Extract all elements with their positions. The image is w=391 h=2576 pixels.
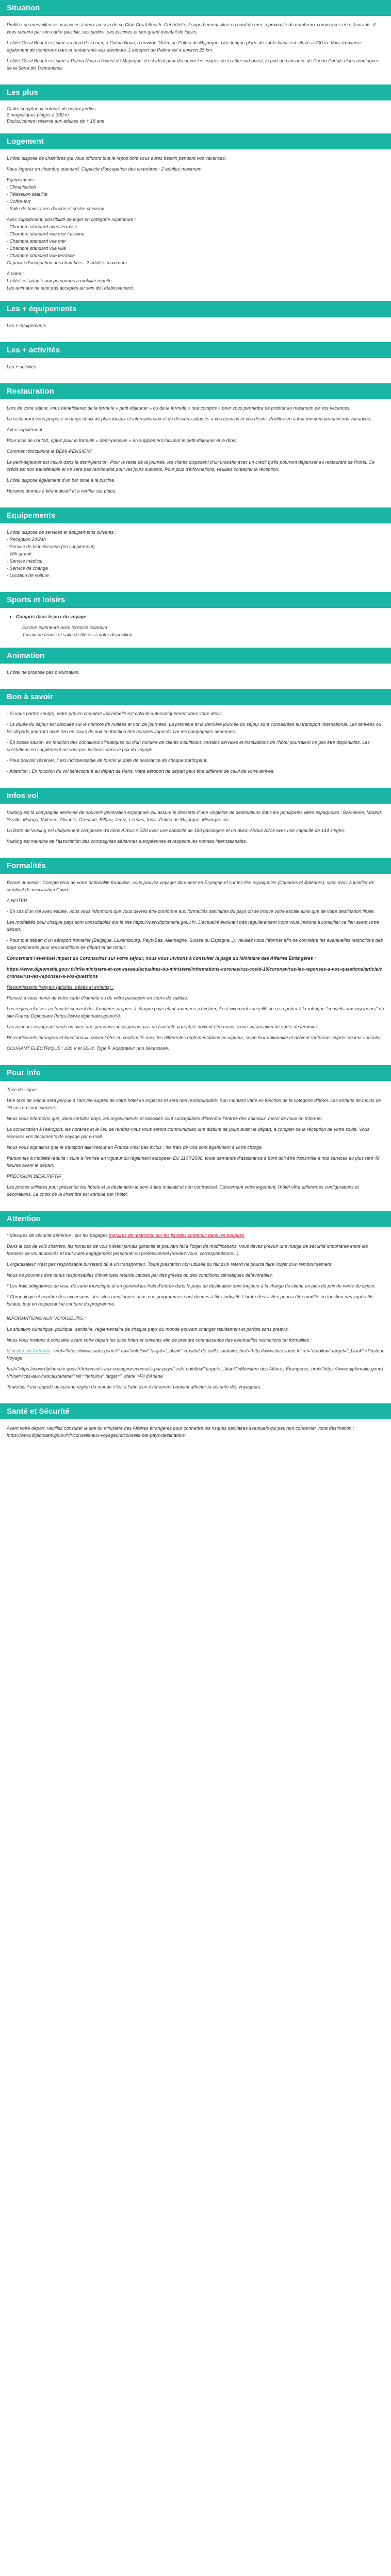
list-item: - Télévision satellite (7, 192, 48, 197)
logement-note: L'hôtel est adapté aux personnes à mobilité réduite. (7, 278, 113, 283)
sports-list (7, 613, 384, 620)
restauration-para: Lors de votre séjour, vous bénéficierez de la formule « petit-déjeuner » ou de la formule « tout compris » pour vous permettre de profiter au maximum de vos vacances. (7, 405, 351, 411)
restauration-para: L'hôtel dispose également d'un bar situé à la piscine. (7, 478, 116, 483)
sports-body (0, 608, 391, 648)
equipements-body (0, 317, 391, 342)
attention-final: Toutefois il est rappelé qu'aucune région du monde n'est à l'abri d'un événement pouvant affecter la sécurité des voyageurs. (7, 1384, 262, 1389)
attention-info-para: Nous vous invitons à consulter avant votre départ les sites Internet suivants afin de prendre connaissance des éventuelles restrictions ou formalités : (7, 1337, 312, 1343)
plus-item: 2 magnifiques plages à 300 m (7, 112, 69, 117)
formalites-link[interactable]: https://www.diplomatie.gouv.fr/fr/le-ministere-et-son-reseau/actualites-du-ministere/informations-coronavirus-covid-19/coronavirus-les-reponses-a-vos-questions/article/coronavirus-les-reponses-a-vos-questions (7, 967, 382, 979)
attention-para: * Les frais obligatoires de visa, de carte touristique et en général les frais d'entrée dans le pays de destination sont toujours à la charge du client, en plus du prix de vente du séjour. (7, 1283, 376, 1289)
attention-para: * Chronologie et nombre des excursions : les sites mentionnés dans nos programmes sont donnés à titre indicatif. L'ordre des visites pourra être modifié en fonction des impératifs locaux, tout en respectant le contenu du programme. (7, 1294, 374, 1307)
attention-links (7, 1347, 384, 1362)
list-item: - Service médical (7, 558, 43, 564)
bon-para: - La durée du séjour est calculée sur le nombre de nuitées et non de journées. La première et la dernière journée du séjour sont consacrées au transport international. Les arrivées ou les départs pourront avoir lieu en cours de nuit en fonction des horaires imposés par les compagnies aériennes. (7, 722, 381, 734)
formalites-para: Les mineurs voyageant seuls ou avec une personne ne disposant pas de l'autorité parentale doivent être munis d'une autorisation de sortie de territoire. (7, 1024, 319, 1029)
attention-info-title: INFORMATIONS AUX VOYAGEURS : (7, 1316, 86, 1321)
situation-body (0, 16, 391, 84)
attention-link-rest: : href="https://www.sante.gouv.fr" rel="nofollow" target="_blank" >Institut de veille sanitaire, href="http://www.invs.sante.fr" rel="nofollow" target="_blank" >Pasteur Voyage (7, 1348, 384, 1361)
logement-note: Les animaux ne sont pas acceptés au sein de l'établissement. (7, 285, 134, 291)
attention-lead-text: * Mesures de sécurité aérienne : sur les bagages (7, 1233, 109, 1238)
pourinfo-para: Nous vous informons que, dans certains pays, les organisateurs et associés sont susceptibles d'interdire l'entrée des animaux, merci de nous en informer. (7, 1116, 323, 1121)
logement-supp-list (7, 223, 384, 266)
attention-info-para: La situation climatique, politique, sanitaire, réglementaire de chaque pays du monde pouvant changer rapidement et parfois sans préavis. (7, 1327, 289, 1332)
logement-intro2: Vous logerez en chambre standard. Capacité d'occupation des chambres : 2 adultes maximum. (7, 166, 203, 172)
formalites-para: Les règles relatives au franchissement des frontières propres à chaque pays étant amenées à évoluer, il est vivement conseillé de se reporter à la rubrique "conseils aux voyageurs" du site France Diplomatie (https://www.diplomatie.gouv.fr/). (7, 1006, 384, 1019)
animation-text: L'hôtel ne propose pas d'animation. (7, 670, 80, 675)
sports-sub: Piscine extérieure avec terrasse solarium (22, 625, 107, 630)
formalites-para: Pensez à vous munir de votre carte d'identité ou de votre passeport en cours de validité. (7, 995, 188, 1001)
logement-equip-title: Equipements : (7, 177, 37, 182)
list-item: - Réception 24/24h (7, 537, 46, 542)
attention-body (0, 1227, 391, 1403)
list-item: - Location de voiture. (7, 573, 51, 578)
vols-para: Vueling est membre de l'association des compagnies aériennes européennes et respecte les normes internationales. (7, 839, 247, 844)
pourinfo-body (0, 1081, 391, 1211)
pourinfo-para: PRÉCISION DESCRIPTIF (7, 1174, 61, 1179)
list-item: - Wifi gratuit (7, 551, 31, 556)
formalites-para: Concernant l'éventuel impact du Coronavirus sur votre séjour, nous vous invitons à consulter la page du Ministère des Affaires Étrangères : (7, 956, 316, 961)
pourinfo-para: Nous vous signalons que le transport aller/retour en France n'est pas inclus ; les frais de visa sont également à votre charge. (7, 1145, 263, 1150)
section-title-restauration: Restauration (0, 383, 391, 399)
logement-equip-list (7, 183, 384, 212)
section-title-plus: Les plus (0, 84, 391, 100)
formalites-para: - Pour tout départ d'un aéroport frontalier (Belgique, Luxembourg, Pays-Bas, Allemagne, Suisse ou Espagne...), veuillez nous informer afin de connaître les éventuelles restrictions des pays concernés pour les conditions de départ et de retour. (7, 938, 383, 950)
section-title-vols: Infos vol (0, 788, 391, 804)
vols-body (0, 804, 391, 858)
attention-link-sante[interactable]: Ministère de la Santé (7, 1348, 51, 1353)
section-title-sante: Santé et Sécurité (0, 1403, 391, 1419)
plus-item: Cadre somptueux entouré de beaux jardins (7, 106, 96, 111)
attention-para: Dans le cas de vols charters, les horaires de vols n'étant jamais garantis et pouvant faire l'objet de modifications, vous devez prévoir une marge de sécurité importante entre les horaires de vol annoncés et tout autre engagement personnel ou professionnel (rendez-vous, correspondance...). (7, 1244, 368, 1256)
list-item: - Chambre standard vue terrasse (7, 253, 75, 258)
section-title-equipements2: Equipements (0, 507, 391, 523)
section-title-sports: Sports et loisirs (0, 592, 391, 608)
list-item: - Service de change (7, 566, 48, 571)
pourinfo-para: Les photos utilisées pour présenter les hôtels et la destination le sont à titre indicatif et non contractuel. Concernant votre logement, l'hôtel offre différentes configurations et décorations. Le choix de la chambre est attribué par l'hôtel. (7, 1184, 359, 1197)
activites-text: Les + activités (7, 364, 37, 369)
section-title-animation: Animation (0, 648, 391, 664)
vols-para: La flotte de Vueling est uniquement composée d'avions Airbus A 320 avec une capacité de 180 passagers et un avion Airbus A319 avec une capacité de 144 sièges. (7, 828, 345, 833)
restauration-para: Pour plus de confort, optez pour la formule « demi-pension » en supplément incluant le petit-déjeuner et le dîner. (7, 438, 238, 443)
section-title-logement: Logement (0, 133, 391, 149)
restauration-para: Le petit-déjeuner est inclus dans la demi-pension. Pour le reste de la journée, les clients disposent d'un bracelet avec un crédit qu'ils pourront dépenser au restaurant de l'hôtel. Ce crédit est non transférable et ne sera pas remboursé pour les jours suivants. Pour plus d'informations, veuillez contacter la réception. (7, 460, 375, 472)
restauration-para: Comment fonctionne la DEMI-PENSION? (7, 449, 93, 454)
restauration-para: Avec supplément : (7, 427, 45, 432)
sports-bullet: • Compris dans le prix du voyage (16, 613, 384, 620)
pourinfo-para: Taxe de séjour (7, 1087, 37, 1092)
list-item: - Climatisation (7, 184, 37, 190)
animation-body (0, 664, 391, 689)
list-item: - Chambre standard avec terrasse (7, 224, 77, 229)
section-title-situation: Situation (0, 0, 391, 16)
bon-para: - Si vous partez seul(e), votre prix en chambre individuelle est calculé automatiquement dans votre devis. (7, 711, 223, 716)
equipements2-body (0, 523, 391, 592)
list-item: - Service de blanchisserie (en supplément) (7, 544, 95, 549)
formalites-para: - En cas d'un vol avec escale, nous vous informons que vous devrez être conforme aux formalités sanitaires du pays où se trouve votre escale ainsi que de votre destination finale. (7, 909, 375, 914)
list-item: - Salle de bains avec douche et sèche-cheveux (7, 206, 104, 211)
formalites-para: Ressortissants français (adultes, bébés et enfants) : (7, 985, 114, 990)
equipements2-intro: L'hôtel dispose de services et équipements suivants : (7, 530, 117, 535)
list-item: - Chambre standard vue mer (7, 239, 67, 244)
section-title-equipements: Les + équipements (0, 301, 391, 317)
situation-para: L'hôtel Coral Beach est situé à Palma Nova à l'ouest de Majorque. Il est idéal pour découvrir les criques de la côte sud-ouest, le port de plaisance de Puerto Portals et les montagnes de la Serra de Tramuntana. (7, 58, 380, 71)
section-title-attention: Attention (0, 1211, 391, 1227)
attention-links2: href="https://www.diplomatie.gouv.fr/fr/conseils-aux-voyageurs/conseils-par-pays/" rel="nofollow" target="_blank">Ministère des Affaires Étrangères, href="https://www.diplomatie.gouv.fr/fr/services-aux-francais/ariane/" rel="nofollow" target="_blank">Fil d'Ariane (7, 1366, 384, 1379)
bon-para: - En basse saison, en fonction des conditions climatiques ou d'un nombre de clients insuffisant, certains services et installations de l'hôtel pourraient ne pas être disponibles. Les prestations en supplément ne sont pas incluses dans le prix du voyage. (7, 740, 370, 752)
situation-para: L'hôtel Coral Beach est situé au bord de la mer, à Palma Nova, à environ 15 km de Palma de Majorque. Une longue plage de sable blanc est située à 300 m. Vous trouverez également de nombreux bars et restaurants aux alentours. L'aéroport de Palma est à environ 25 km. (7, 40, 362, 53)
formalites-para: A NOTER (7, 898, 27, 903)
pourinfo-para: La convocation à l'aéroport, les horaires et le lieu de rendez-vous vous seront communiqués une dizaine de jours avant le départ, à compter de la réception de votre solde. Vous recevrez vos documents de voyage par e-mail. (7, 1127, 370, 1139)
formalites-body (0, 874, 391, 1065)
formalites-para: COURANT ELECTRIQUE : 230 V et 50Hz. Type F. Adaptateur non nécessaire. (7, 1046, 169, 1051)
list-item: - Coffre-fort (7, 199, 31, 204)
restauration-para: Le restaurant vous propose un large choix de plats locaux et internationaux et de desserts adaptés à vos besoins et vos désirs. Profitez-en à tout moment pendant vos vacances. (7, 416, 371, 421)
logement-intro: L'hôtel dispose de chambres qui vous offriront tout le repos dont vous aurez besoin pendant vos vacances. (7, 156, 226, 161)
bon-para: - Attention : En fonction du vol sélectionné au départ de Paris, votre aéroport de départ peut être différent de celui de votre arrivée. (7, 769, 275, 774)
section-title-formalites: Formalités (0, 858, 391, 874)
formalites-para: Ressortissants étrangers et binationaux: doivent être en conformité avec les différentes réglementations en vigueur, selon leur nationalité et doivent s'informer auprès de leur consulat. (7, 1035, 382, 1040)
plus-body (0, 100, 391, 133)
bon-para: - Pour pouvoir réserver, il est indispensable de fournir la date de naissance de chaque participant. (7, 758, 208, 763)
restauration-body (0, 399, 391, 507)
activites-body (0, 358, 391, 383)
section-title-bon: Bon à savoir (0, 689, 391, 705)
attention-para: L'organisateur n'est pas responsable du retard dû à un transporteur. Toute prestation non utilisée du fait d'un retard ne pourra faire l'objet d'un remboursement. (7, 1262, 333, 1267)
list-item: - Chambre standard vue mer / piscine (7, 231, 85, 236)
attention-para: Nous ne pouvons être tenus responsables d'éventuels retards causés par des grèves ou des conditions climatiques défavorables. (7, 1273, 273, 1278)
list-item: - Chambre standard vue ville (7, 246, 67, 251)
section-title-activites: Les + activités (0, 342, 391, 358)
attention-lead (7, 1232, 384, 1239)
situation-para: Profitez de merveilleuses vacances à deux au sein de ce Club Coral Beach. Cet hôtel est superbement situé en bord de mer, à proximité de nombreux commerces et restaurants. Il vous séduira par son cadre paisible, ses jardins, ses piscines et son grand éventail de loisirs. (7, 22, 376, 35)
bon-body (0, 705, 391, 788)
pourinfo-para: Une taxe de séjour sera perçue à l'arrivée auprès de votre hôtel en espèces et sera non remboursable. Son montant varie en fonction de la catégorie d'hôtel. Les enfants de moins de 16 ans en sont exonérés. (7, 1098, 381, 1110)
attention-lead-link[interactable]: mesures de restriction sur les liquides contenus dans les bagages (109, 1233, 245, 1238)
section-title-pourinfo: Pour info (0, 1065, 391, 1081)
plus-item: Exclusivement réservé aux adultes de + 18 ans (7, 118, 104, 124)
list-item: Capacité d'occupation des chambres : 2 adultes maximum (7, 260, 127, 265)
restauration-para: Horaires donnés à titre indicatif et à vérifier sur place. (7, 488, 117, 494)
sante-body (0, 1419, 391, 1452)
equipements-text: Les + équipements (7, 323, 46, 328)
sports-sub: Terrain de tennis et salle de fitness à votre disposition (22, 632, 133, 637)
formalites-para: Bonne nouvelle : Compte tenu de votre nationalité française, vous pouvez voyager librement en Espagne et sur les îles espagnoles (Canaries et Baléares), sans avoir à justifier de certificat de vaccination Covid. (7, 880, 374, 892)
formalites-para: Les modalités pour chaque pays sont consultables sur le site https://www.diplomatie.gouv.fr/. L'actualité évoluant très régulièrement nous vous invitons à consulter ce lien avant votre départ. (7, 920, 379, 932)
sante-text: Avant votre départ, veuillez consulter le site du ministère des Affaires étrangères pour connaître les risques sanitaires éventuels qui peuvent concerner votre destination : https://www.diplomatie.gouv.fr/fr/conseils-aux-voyageurs/conseils-par-pays-destination/ (7, 1426, 354, 1438)
logement-supp-title: Avec supplément, possibilité de loger en catégorie supérieure : (7, 217, 136, 222)
vols-para: Vueling est la compagnie aérienne de nouvelle génération espagnole qui assure la desserte d'une vingtaine de destinations dans les principales villes espagnoles : Barcelone, Madrid, Séville, Malaga, Valence, Alicante, Grenade, Bilbao, Jerez, Léridas, Ibiza, Palma de Majorque, Minorque etc. (7, 810, 382, 822)
pourinfo-para: Personnes à mobilité réduite : suite à l'entrée en vigueur du règlement européen EU 1107/2006, toute demande d'assistance à bord doit être transmise à nos services au plus tard 48 heures avant le départ. (7, 1156, 380, 1168)
logement-body (0, 149, 391, 301)
logement-note-title: A noter : (7, 271, 24, 276)
equipements2-list (7, 536, 384, 579)
